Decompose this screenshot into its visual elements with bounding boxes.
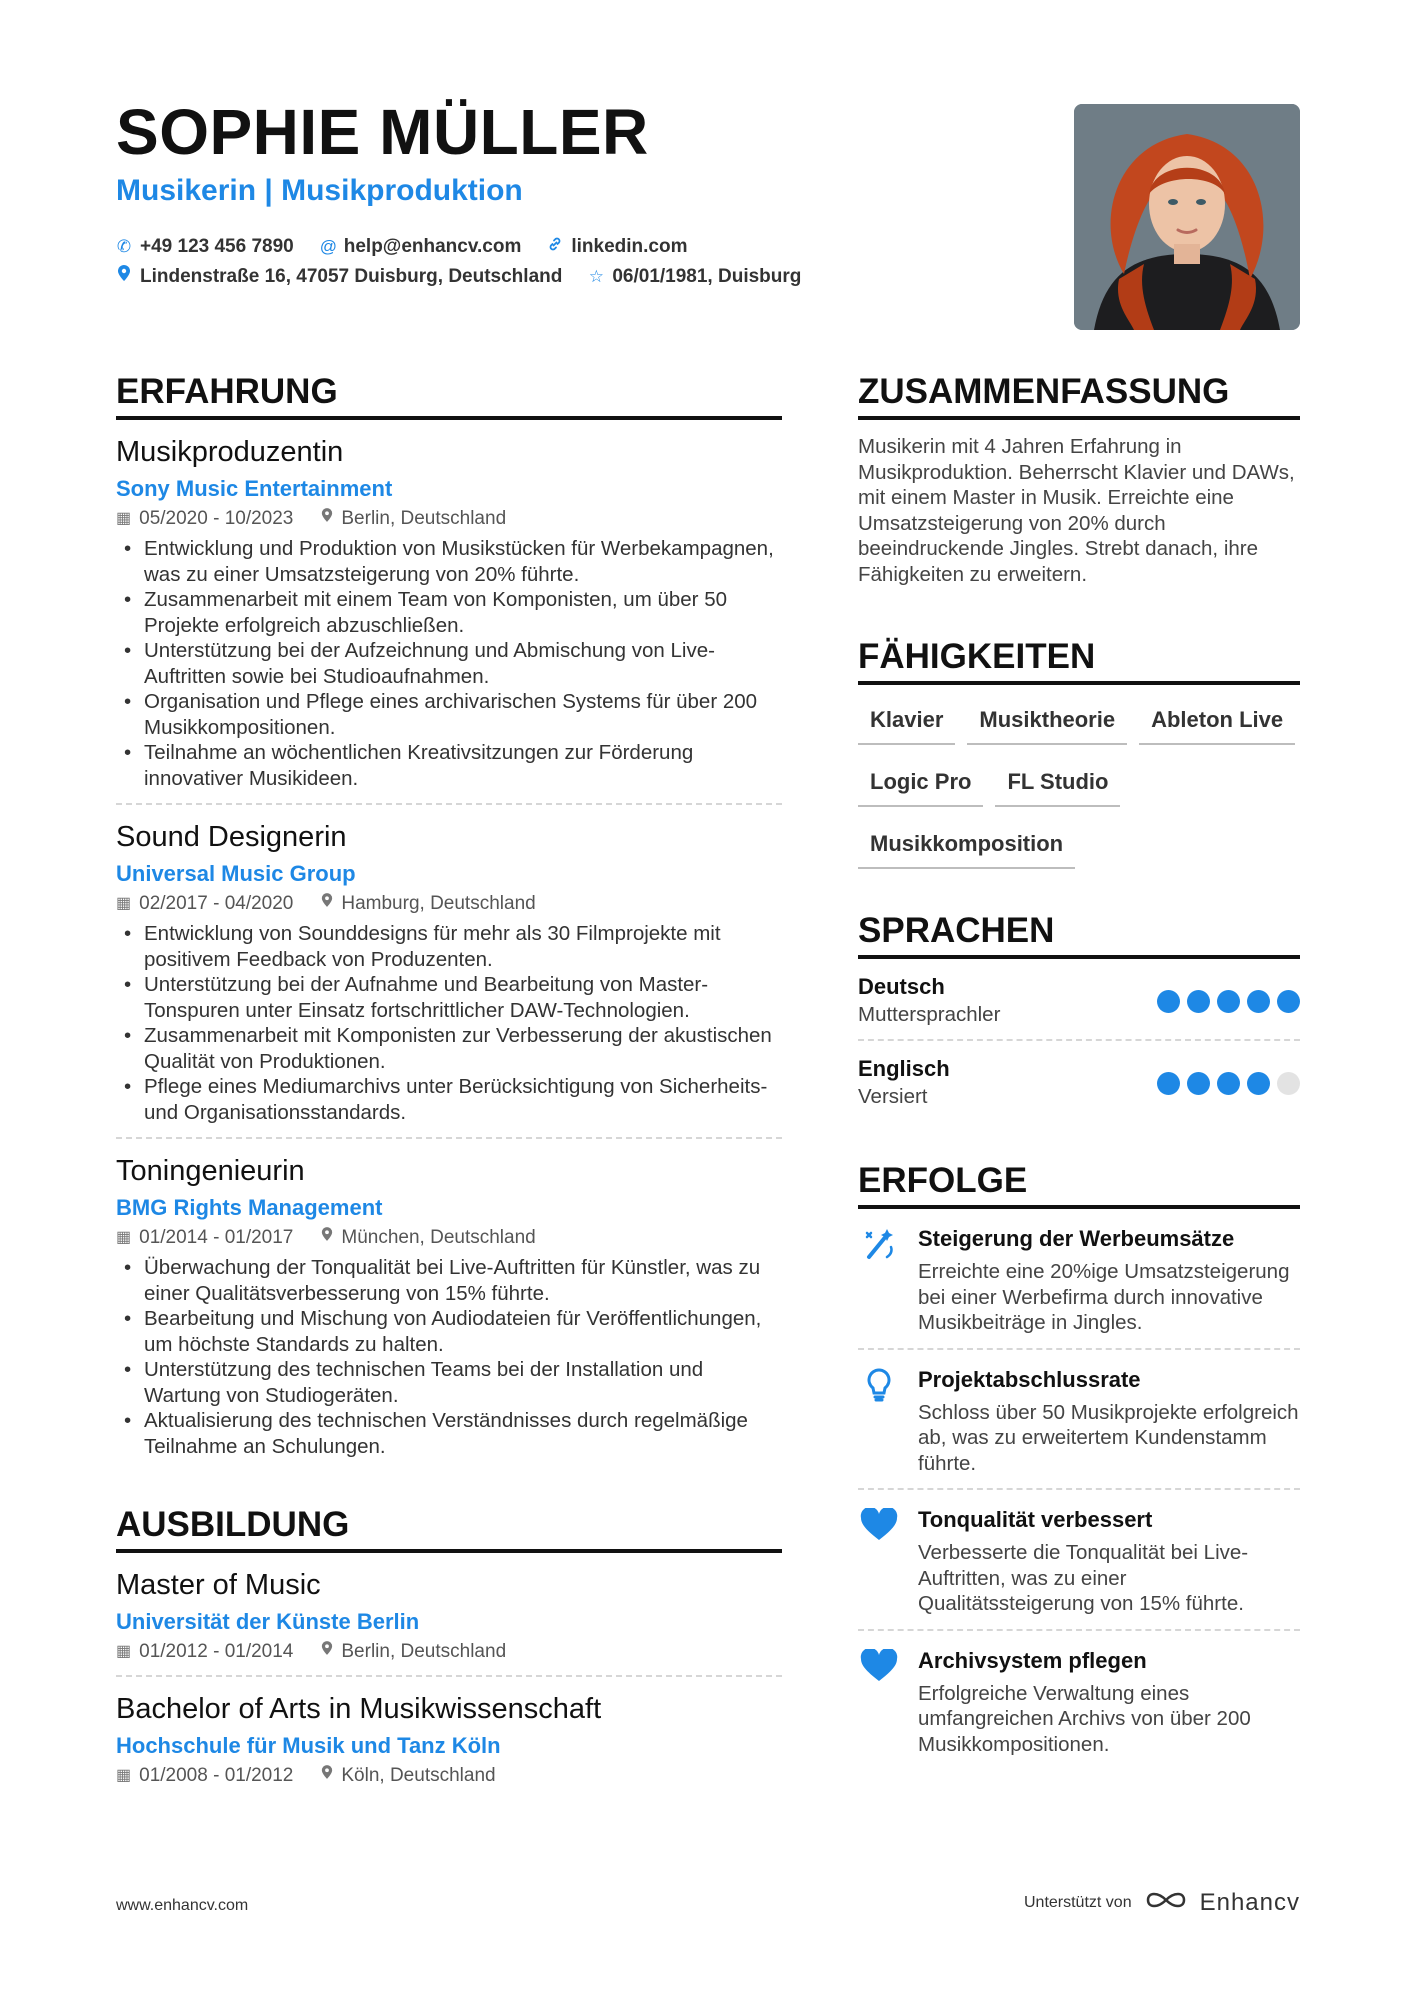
birth-text: 06/01/1981, Duisburg — [612, 266, 802, 287]
email-item[interactable] — [320, 232, 522, 262]
heart-icon — [858, 1647, 900, 1758]
bullet-item: • Unterstützung des technischen Teams bei der Installation und Wartung von Studiogeräten. — [116, 1357, 782, 1408]
education-entry — [116, 1677, 782, 1799]
calendar-icon: ▦ — [116, 1229, 132, 1246]
link-icon — [547, 232, 563, 262]
bullet-item: • Zusammenarbeit mit einem Team von Komponisten, um über 50 Projekte erfolgreich abzuschließen. — [116, 587, 782, 638]
calendar-icon: ▦ — [116, 895, 132, 912]
job-meta — [116, 891, 782, 917]
skill-tag: Musikkomposition — [858, 829, 1075, 869]
education-meta — [116, 1639, 782, 1665]
bullet-item: • Zusammenarbeit mit Komponisten zur Verbesserung der akustischen Qualität von Produktionen. — [116, 1023, 782, 1074]
achievement-desc: Schloss über 50 Musikprojekte erfolgreich ab, was zu erweitertem Kundenstamm führte. — [918, 1400, 1299, 1475]
achievement-desc: Erreichte eine 20%ige Umsatzsteigerung bei einer Werbefirma durch innovative Musikbeiträge in Jingles. — [918, 1260, 1290, 1334]
rating-dot-empty — [1277, 1072, 1300, 1095]
job-meta — [116, 1225, 782, 1251]
bullet-item: • Entwicklung von Sounddesigns für mehr als 30 Filmprojekte mit positivem Feedback von Produzenten. — [116, 921, 782, 972]
language-level: Versiert — [858, 1085, 928, 1108]
magic-wand-icon — [858, 1225, 900, 1336]
at-icon: @ — [319, 237, 338, 256]
profile-photo — [1074, 104, 1300, 330]
skills-list — [858, 705, 1300, 869]
job-company: Universal Music Group — [116, 861, 356, 886]
experience-heading: ERFAHRUNG — [116, 370, 782, 420]
achievements-heading: ERFOLGE — [858, 1159, 1300, 1209]
education-entry — [116, 1553, 782, 1677]
enhancv-logo-icon — [1144, 1888, 1188, 1917]
skill-tag: Musiktheorie — [967, 705, 1127, 745]
address-item — [116, 262, 562, 292]
linkedin-item[interactable] — [547, 232, 687, 262]
degree: Bachelor of Arts in Musikwissenschaft — [116, 1693, 602, 1725]
phone-text: +49 123 456 7890 — [140, 236, 294, 257]
job-location: Hamburg, Deutschland — [341, 893, 536, 914]
education-location: Berlin, Deutschland — [341, 1641, 507, 1662]
job-dates: 05/2020 - 10/2023 — [139, 508, 294, 529]
calendar-icon: ▦ — [116, 510, 132, 527]
contact-info — [116, 232, 1016, 292]
candidate-name: SOPHIE MÜLLER — [116, 96, 649, 168]
skill-tag: Logic Pro — [858, 767, 983, 807]
star-icon: ☆ — [588, 267, 604, 286]
language-name: Englisch — [858, 1056, 950, 1081]
job-bullets — [116, 921, 782, 1125]
language-name: Deutsch — [858, 974, 945, 999]
education-location: Köln, Deutschland — [341, 1765, 496, 1786]
languages-heading: SPRACHEN — [858, 909, 1300, 959]
achievement-title: Tonqualität verbessert — [918, 1507, 1153, 1532]
powered-by-text: Unterstützt von — [1023, 1893, 1132, 1911]
achievement-title: Steigerung der Werbeumsätze — [918, 1226, 1235, 1251]
job-company: BMG Rights Management — [116, 1195, 383, 1220]
degree: Master of Music — [116, 1569, 321, 1601]
location-pin-icon — [116, 262, 132, 292]
school: Universität der Künste Berlin — [116, 1609, 420, 1634]
achievement-desc: Erfolgreiche Verwaltung eines umfangreichen Archivs von über 200 Musikkompositionen. — [918, 1681, 1251, 1756]
candidate-title: Musikerin | Musikproduktion — [116, 174, 523, 207]
resume-header — [116, 96, 1016, 292]
achievement-title: Archivsystem pflegen — [918, 1647, 1147, 1673]
job-dates: 01/2014 - 01/2017 — [139, 1227, 294, 1248]
summary-text: Musikerin mit 4 Jahren Erfahrung in Musikproduktion. Beherrscht Klavier und DAWs, mit einem Master in Musik. Erreichte eine Umsatzsteigerung von 20% durch beeindruckende Jingles. Strebt danach, ihre Fähigkeiten zu erweitern. — [858, 435, 1295, 586]
phone-icon: ✆ — [116, 237, 132, 256]
rating-dot-filled — [1157, 1072, 1180, 1095]
calendar-icon: ▦ — [116, 1767, 132, 1784]
address-text: Lindenstraße 16, 47057 Duisburg, Deutschland — [140, 266, 563, 287]
location-pin-icon — [321, 891, 333, 917]
heart-icon — [858, 1506, 900, 1617]
skill-tag: Klavier — [858, 705, 955, 745]
skill-tag: FL Studio — [995, 767, 1120, 807]
achievement-entry — [858, 1350, 1300, 1491]
job-bullets — [116, 1255, 782, 1459]
rating-dot-filled — [1217, 990, 1240, 1013]
bullet-item: • Unterstützung bei der Aufzeichnung und Abmischung von Live-Auftritten sowie bei Studioaufnahmen. — [116, 638, 782, 689]
calendar-icon: ▦ — [116, 1643, 132, 1660]
language-rating — [1157, 990, 1300, 1013]
job-role: Sound Designerin — [116, 821, 347, 853]
linkedin-text: linkedin.com — [571, 236, 688, 257]
location-pin-icon — [321, 506, 333, 532]
footer-branding — [1024, 1888, 1300, 1917]
experience-entry — [116, 805, 782, 1139]
lightbulb-icon — [858, 1366, 900, 1477]
job-location: Berlin, Deutschland — [341, 508, 507, 529]
rating-dot-filled — [1247, 990, 1270, 1013]
achievement-entry — [858, 1209, 1300, 1350]
rating-dot-filled — [1157, 990, 1180, 1013]
language-level: Muttersprachler — [858, 1003, 1001, 1026]
phone-item[interactable] — [116, 232, 294, 262]
rating-dot-filled — [1247, 1072, 1270, 1095]
language-entry — [858, 1041, 1300, 1121]
job-bullets — [116, 536, 782, 791]
bullet-item: • Überwachung der Tonqualität bei Live-Auftritten für Künstler, was zu einer Qualitätsverbesserung von 15% führte. — [116, 1255, 782, 1306]
experience-entry — [116, 420, 782, 805]
brand-name: Enhancv — [1199, 1888, 1300, 1916]
job-role: Toningenieurin — [116, 1155, 305, 1187]
education-meta — [116, 1763, 782, 1789]
bullet-item: • Bearbeitung und Mischung von Audiodateien für Veröffentlichungen, um höchste Standards zu halten. — [116, 1306, 782, 1357]
bullet-item: • Pflege eines Mediumarchivs unter Berücksichtigung von Sicherheits- und Organisationsstandards. — [116, 1074, 782, 1125]
bullet-item: • Unterstützung bei der Aufnahme und Bearbeitung von Master-Tonspuren unter Einsatz fortschrittlicher DAW-Technologien. — [116, 972, 782, 1023]
location-pin-icon — [321, 1763, 333, 1789]
job-role: Musikproduzentin — [116, 436, 344, 468]
achievement-entry — [858, 1490, 1300, 1631]
job-location: München, Deutschland — [341, 1227, 536, 1248]
rating-dot-filled — [1187, 1072, 1210, 1095]
right-column — [858, 370, 1300, 1769]
achievement-title: Projektabschlussrate — [918, 1366, 1141, 1392]
achievement-entry — [858, 1631, 1300, 1770]
summary-heading: ZUSAMMENFASSUNG — [858, 370, 1300, 420]
job-company: Sony Music Entertainment — [116, 476, 393, 501]
location-pin-icon — [321, 1639, 333, 1665]
skill-tag: Ableton Live — [1139, 705, 1295, 745]
skills-heading: FÄHIGKEITEN — [858, 635, 1300, 685]
language-entry — [858, 959, 1300, 1041]
location-pin-icon — [321, 1225, 333, 1251]
birth-item — [588, 262, 801, 292]
school: Hochschule für Musik und Tanz Köln — [116, 1733, 501, 1758]
language-rating — [1157, 1072, 1300, 1095]
rating-dot-filled — [1187, 990, 1210, 1013]
job-dates: 02/2017 - 04/2020 — [139, 893, 294, 914]
bullet-item: • Entwicklung und Produktion von Musikstücken für Werbekampagnen, was zu einer Umsatzsteigerung von 20% führte. — [116, 536, 782, 587]
education-dates: 01/2008 - 01/2012 — [139, 1765, 294, 1786]
email-text: help@enhancv.com — [343, 236, 522, 257]
achievement-desc: Verbesserte die Tonqualität bei Live-Auftritten, was zu einer Qualitätssteigerung von 15% führte. — [918, 1541, 1249, 1615]
footer-website[interactable]: www.enhancv.com — [116, 1897, 249, 1914]
job-meta — [116, 506, 782, 532]
bullet-item: • Aktualisierung des technischen Verständnisses durch regelmäßige Teilnahme an Schulungen. — [116, 1408, 782, 1459]
bullet-item: • Teilnahme an wöchentlichen Kreativsitzungen zur Förderung innovativer Musikideen. — [116, 740, 782, 791]
left-column — [116, 370, 782, 1799]
experience-entry — [116, 1139, 782, 1471]
rating-dot-filled — [1217, 1072, 1240, 1095]
education-dates: 01/2012 - 01/2014 — [139, 1641, 294, 1662]
education-heading: AUSBILDUNG — [116, 1503, 782, 1553]
bullet-item: • Organisation und Pflege eines archivarischen Systems für über 200 Musikkompositionen. — [116, 689, 782, 740]
rating-dot-filled — [1277, 990, 1300, 1013]
